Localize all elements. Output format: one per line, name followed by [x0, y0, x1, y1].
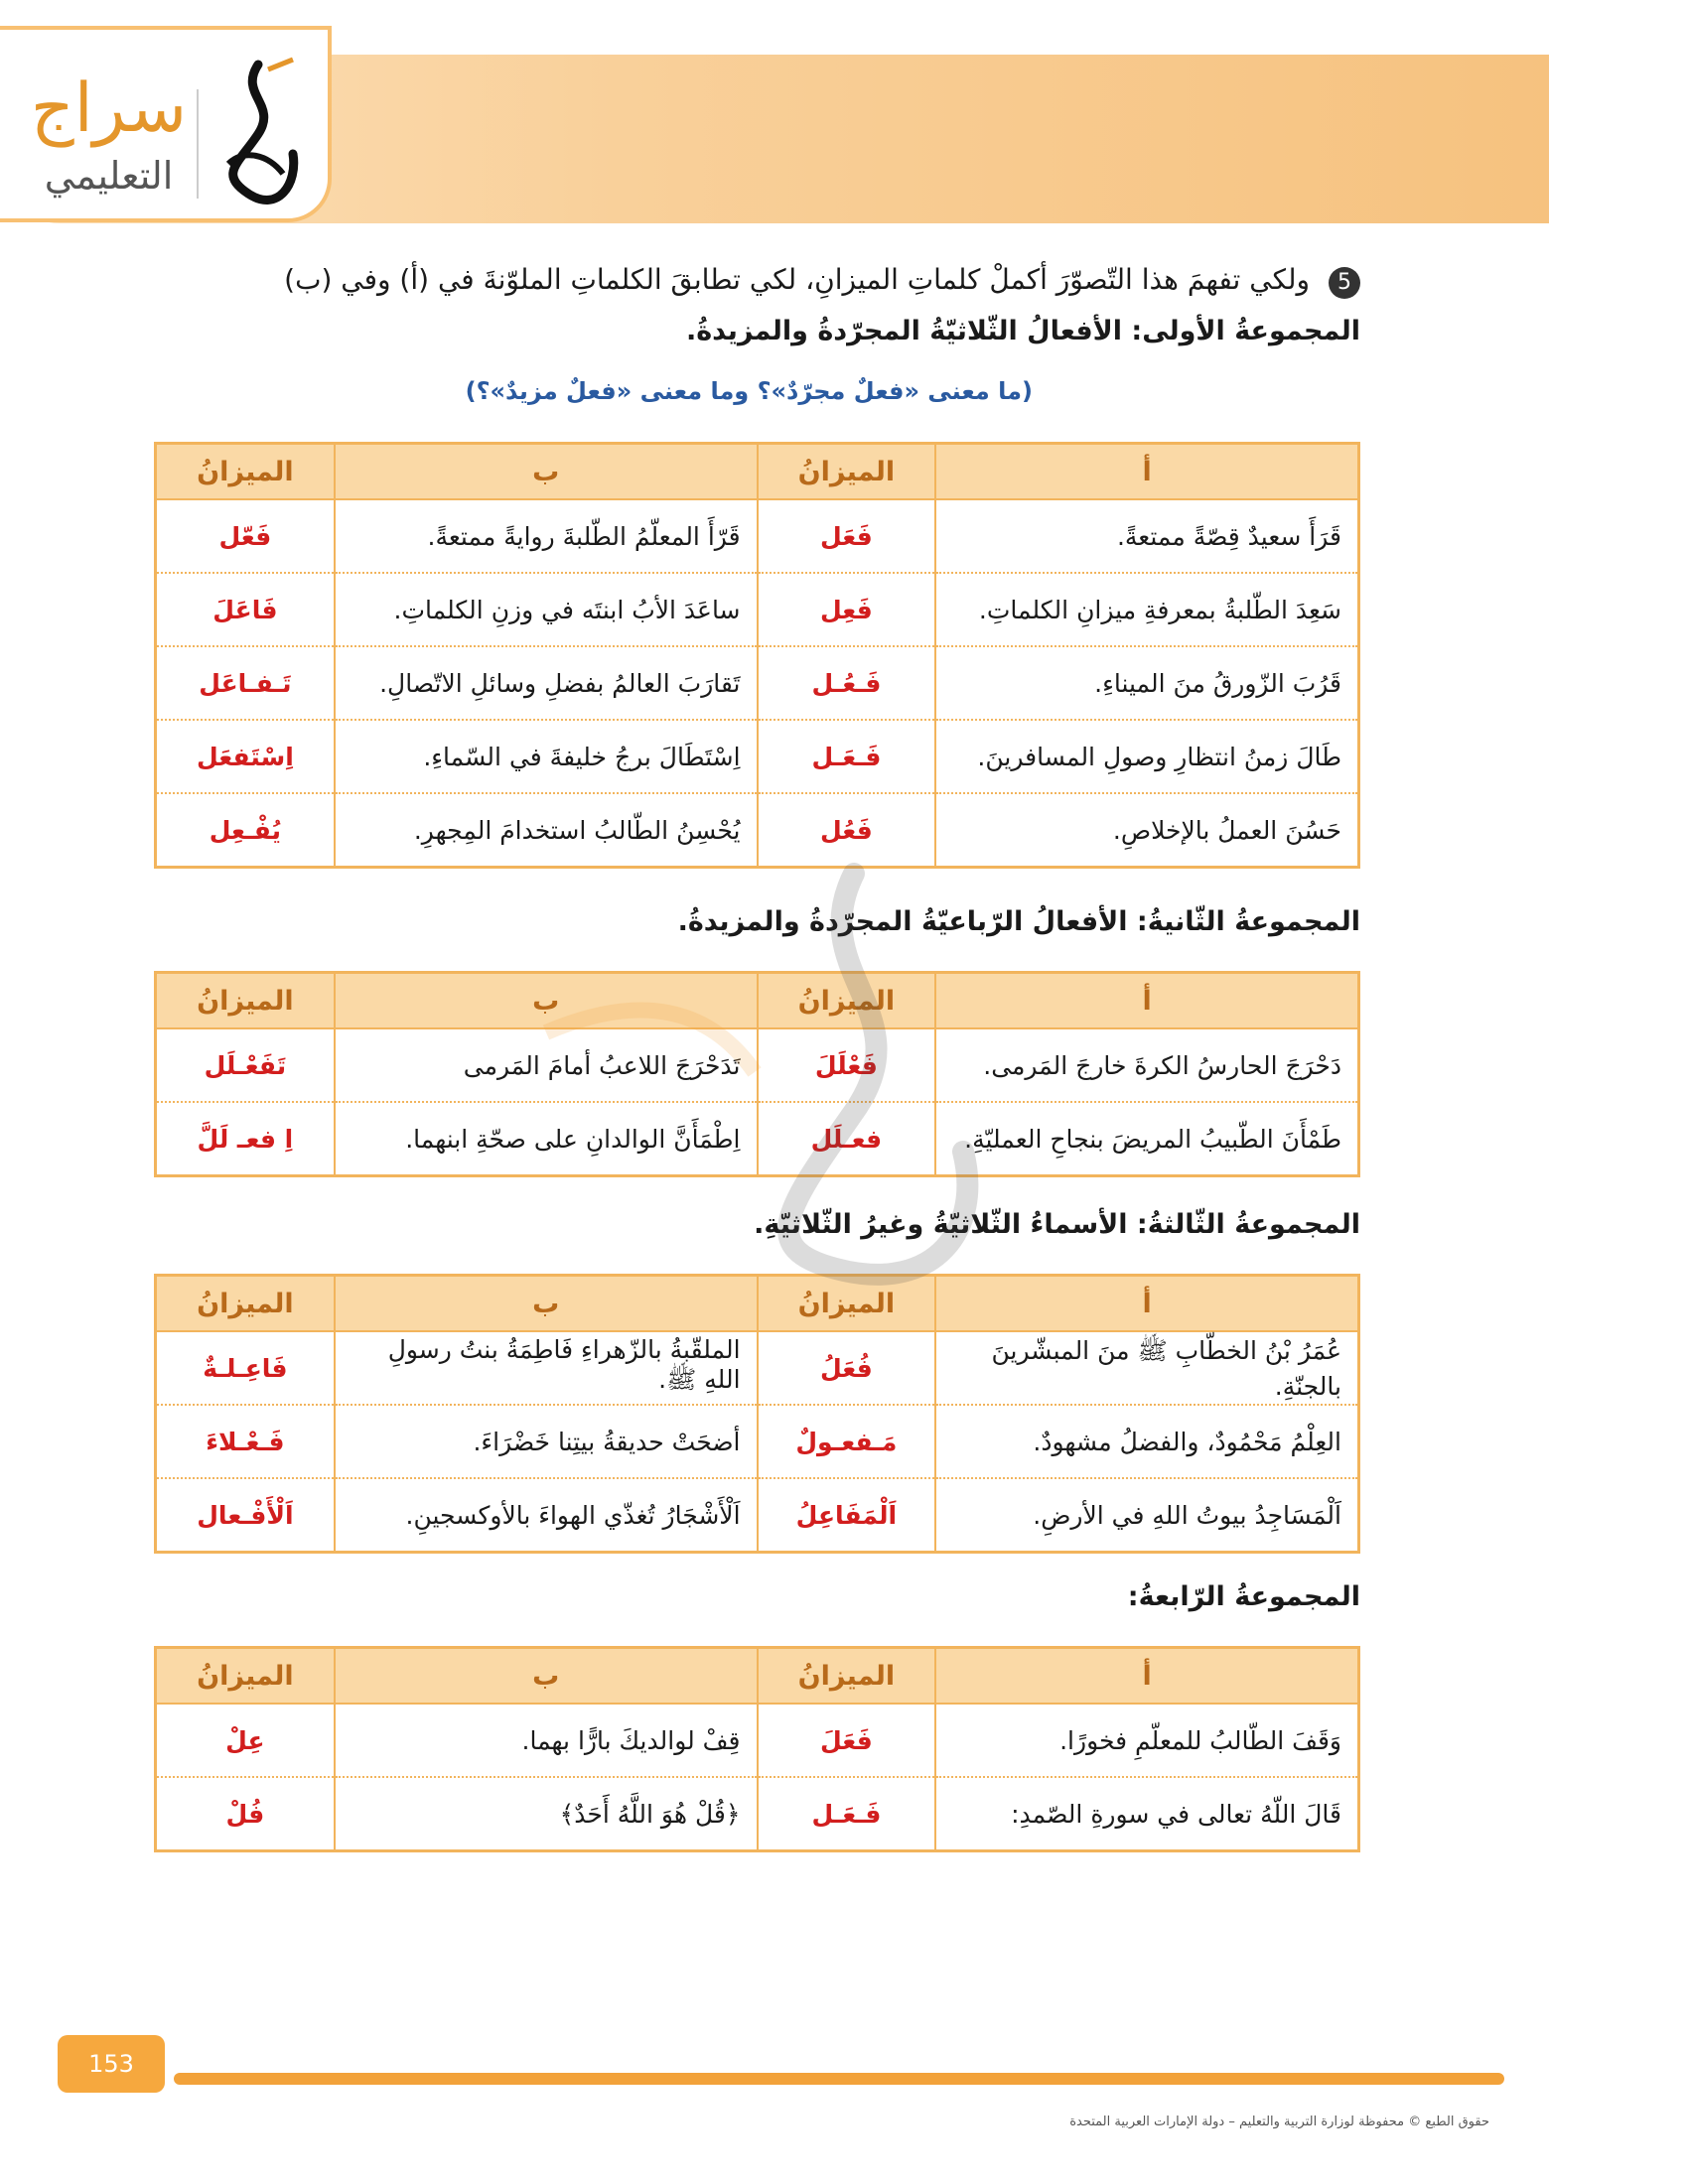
header-mizan: الميزانُ	[758, 973, 936, 1029]
header-mizan: الميزانُ	[758, 444, 936, 500]
calligraphy-logo-icon	[199, 55, 318, 213]
mizan-b: فُلْ	[156, 1777, 335, 1851]
mizan-a: فَعُل	[758, 793, 936, 868]
header-mizan: الميزانُ	[758, 1648, 936, 1705]
table-row	[156, 1331, 1359, 1405]
table-header	[156, 973, 1359, 1029]
mizan-a: مَـفعـولٌ	[758, 1405, 936, 1478]
logo-sub-word: التعليمي	[44, 154, 174, 198]
mizan-a: اَلْمَفَاعِلُ	[758, 1478, 936, 1553]
header-b: ب	[335, 1276, 758, 1332]
mizan-b: اَلْأَفْـعال	[156, 1478, 335, 1553]
definition-note: (ما معنى «فعلٌ مجرّدٌ»؟ وما معنى «فعلٌ مزيدٌ»؟)	[465, 377, 1033, 405]
sentence-b: ساعَدَ الأبُ ابنتَه في وزنِ الكلماتِ.	[335, 573, 758, 646]
mizan-a: فَعِل	[758, 573, 936, 646]
mizan-a: فَـعَـل	[758, 720, 936, 793]
sentence-b: اَلْأَشْجَارُ تُغذّي الهواءَ بالأوكسجينِ.	[335, 1478, 758, 1553]
table-row	[156, 1028, 1359, 1102]
mizan-b: عِلْ	[156, 1704, 335, 1777]
header-a: أ	[935, 973, 1358, 1029]
footer-bar	[174, 2073, 1504, 2085]
mizan-b: فَعّل	[156, 499, 335, 573]
table-row	[156, 646, 1359, 720]
mizan-a: فَعْلَلَ	[758, 1028, 936, 1102]
sentence-a: قَرَأَ سعيدٌ قِصّةً ممتعةً.	[935, 499, 1358, 573]
mizan-a: فُعَلُ	[758, 1331, 936, 1405]
sentence-b: اِطْمَأَنَّ الوالدانِ على صحّةِ ابنهما.	[335, 1102, 758, 1176]
sentence-a: قَالَ اللّهُ تعالى في سورةِ الصّمدِ:	[935, 1777, 1358, 1851]
header-mizan: الميزانُ	[156, 444, 335, 500]
group-table-4	[154, 1646, 1360, 1852]
header-b: ب	[335, 1648, 758, 1705]
mizan-b: اِ فعـ لَلَّ	[156, 1102, 335, 1176]
sentence-b: ﴿قُلْ هُوَ اللَّهُ أَحَدٌ﴾	[335, 1777, 758, 1851]
sentence-b: قَرّأَ المعلّمُ الطّلبةَ روايةً ممتعةً.	[335, 499, 758, 573]
mizan-b: فَاعِـلـةٌ	[156, 1331, 335, 1405]
logo-main-word: سراج	[30, 69, 188, 148]
header-mizan: الميزانُ	[156, 1276, 335, 1332]
mizan-b: فَـعْـلاءَ	[156, 1405, 335, 1478]
table-header	[156, 1276, 1359, 1332]
header-b: ب	[335, 973, 758, 1029]
group-table-2	[154, 971, 1360, 1177]
table-row	[156, 1777, 1359, 1851]
header-b: ب	[335, 444, 758, 500]
table-header	[156, 1648, 1359, 1705]
sentence-a: حَسُنَ العملُ بالإخلاصِ.	[935, 793, 1358, 868]
sentence-b: أضحَتْ حديقةُ بيتِنا خَضْرَاءَ.	[335, 1405, 758, 1478]
sentence-b: تَقارَبَ العالمُ بفضلِ وسائلِ الاتّصالِ.	[335, 646, 758, 720]
sentence-b: اِسْتَطَالَ برجُ خليفةَ في السّماءِ.	[335, 720, 758, 793]
table-header	[156, 444, 1359, 500]
mizan-a: فَـعُـل	[758, 646, 936, 720]
table-row	[156, 1478, 1359, 1553]
mizan-b: اِسْتَفعَل	[156, 720, 335, 793]
table-row	[156, 573, 1359, 646]
mizan-a: فعـلَل	[758, 1102, 936, 1176]
table-row	[156, 1102, 1359, 1176]
mizan-b: تَفَعْـلَل	[156, 1028, 335, 1102]
sentence-a: سَعِدَ الطّلبةُ بمعرفةِ ميزانِ الكلماتِ.	[935, 573, 1358, 646]
sentence-a: قَرُبَ الزّورقُ منَ الميناءِ.	[935, 646, 1358, 720]
header-a: أ	[935, 1648, 1358, 1705]
mizan-b: يُفْـعِل	[156, 793, 335, 868]
sentence-a: عُمَرُ بْنُ الخطّابِ ﷺ منَ المبشّرينَ بالجنّةِ.	[935, 1331, 1358, 1405]
logo	[0, 30, 328, 218]
sentence-a: اَلْمَسَاجِدُ بيوتُ اللهِ في الأرضِ.	[935, 1478, 1358, 1553]
instruction	[268, 263, 1360, 299]
sentence-a: طَالَ زمنُ انتظارِ وصولِ المسافرينَ.	[935, 720, 1358, 793]
sentence-b: تَدَحْرَجَ اللاعبُ أمامَ المَرمى	[335, 1028, 758, 1102]
table-row	[156, 1704, 1359, 1777]
copyright: حقوق الطبع © محفوظة لوزارة التربية والتعليم – دولة الإمارات العربية المتحدة	[1069, 2115, 1489, 2129]
sentence-a: دَحْرَجَ الحارسُ الكرةَ خارجَ المَرمى.	[935, 1028, 1358, 1102]
sentence-b: يُحْسِنُ الطّالبُ استخدامَ المِجهرِ.	[335, 793, 758, 868]
sentence-a: وَقَفَ الطّالبُ للمعلّمِ فخورًا.	[935, 1704, 1358, 1777]
header-mizan: الميزانُ	[156, 1648, 335, 1705]
group-table-3	[154, 1274, 1360, 1554]
sentence-b: قِفْ لوالديكَ بارًّا بهما.	[335, 1704, 758, 1777]
table-row	[156, 720, 1359, 793]
mizan-a: فَعَلَ	[758, 1704, 936, 1777]
question-number: 5	[1329, 267, 1360, 299]
mizan-a: فَـعَـل	[758, 1777, 936, 1851]
header-a: أ	[935, 1276, 1358, 1332]
sentence-a: طَمْأَنَ الطّبيبُ المريضَ بنجاحِ العمليّةِ.	[935, 1102, 1358, 1176]
group-title-3: المجموعةُ الثّالثةُ: الأسماءُ الثّلاثيّةُ وغيرُ الثّلاثيّةِ.	[754, 1209, 1360, 1240]
instruction-text: ولكي تفهمَ هذا التّصوّرَ أكملْ كلماتِ الميزانِ، لكي تطابقَ الكلماتِ الملوّنةَ في (أ) وفي (ب)	[284, 263, 1311, 296]
table-row	[156, 1405, 1359, 1478]
header-a: أ	[935, 444, 1358, 500]
table-row	[156, 499, 1359, 573]
mizan-b: تَـفـاعَل	[156, 646, 335, 720]
header-mizan: الميزانُ	[156, 973, 335, 1029]
mizan-a: فَعَل	[758, 499, 936, 573]
table-row	[156, 793, 1359, 868]
group-table-1	[154, 442, 1360, 869]
group-title-2: المجموعةُ الثّانيةُ: الأفعالُ الرّباعيّةُ المجرّدةُ والمزيدةُ.	[677, 906, 1360, 937]
page-number: 153	[58, 2035, 165, 2093]
group-title-1: المجموعةُ الأولى: الأفعالُ الثّلاثيّةُ المجرّدةُ والمزيدةُ.	[685, 316, 1360, 346]
mizan-b: فَاعَلَ	[156, 573, 335, 646]
header-mizan: الميزانُ	[758, 1276, 936, 1332]
sentence-b: الملقّبةُ بالزّهراءِ فَاطِمَةُ بنتُ رسولِ اللهِ ﷺ.	[335, 1331, 758, 1405]
group-title-4: المجموعةُ الرّابعةُ:	[1127, 1581, 1360, 1612]
sentence-a: العِلْمُ مَحْمُودٌ، والفضلُ مشهودٌ.	[935, 1405, 1358, 1478]
